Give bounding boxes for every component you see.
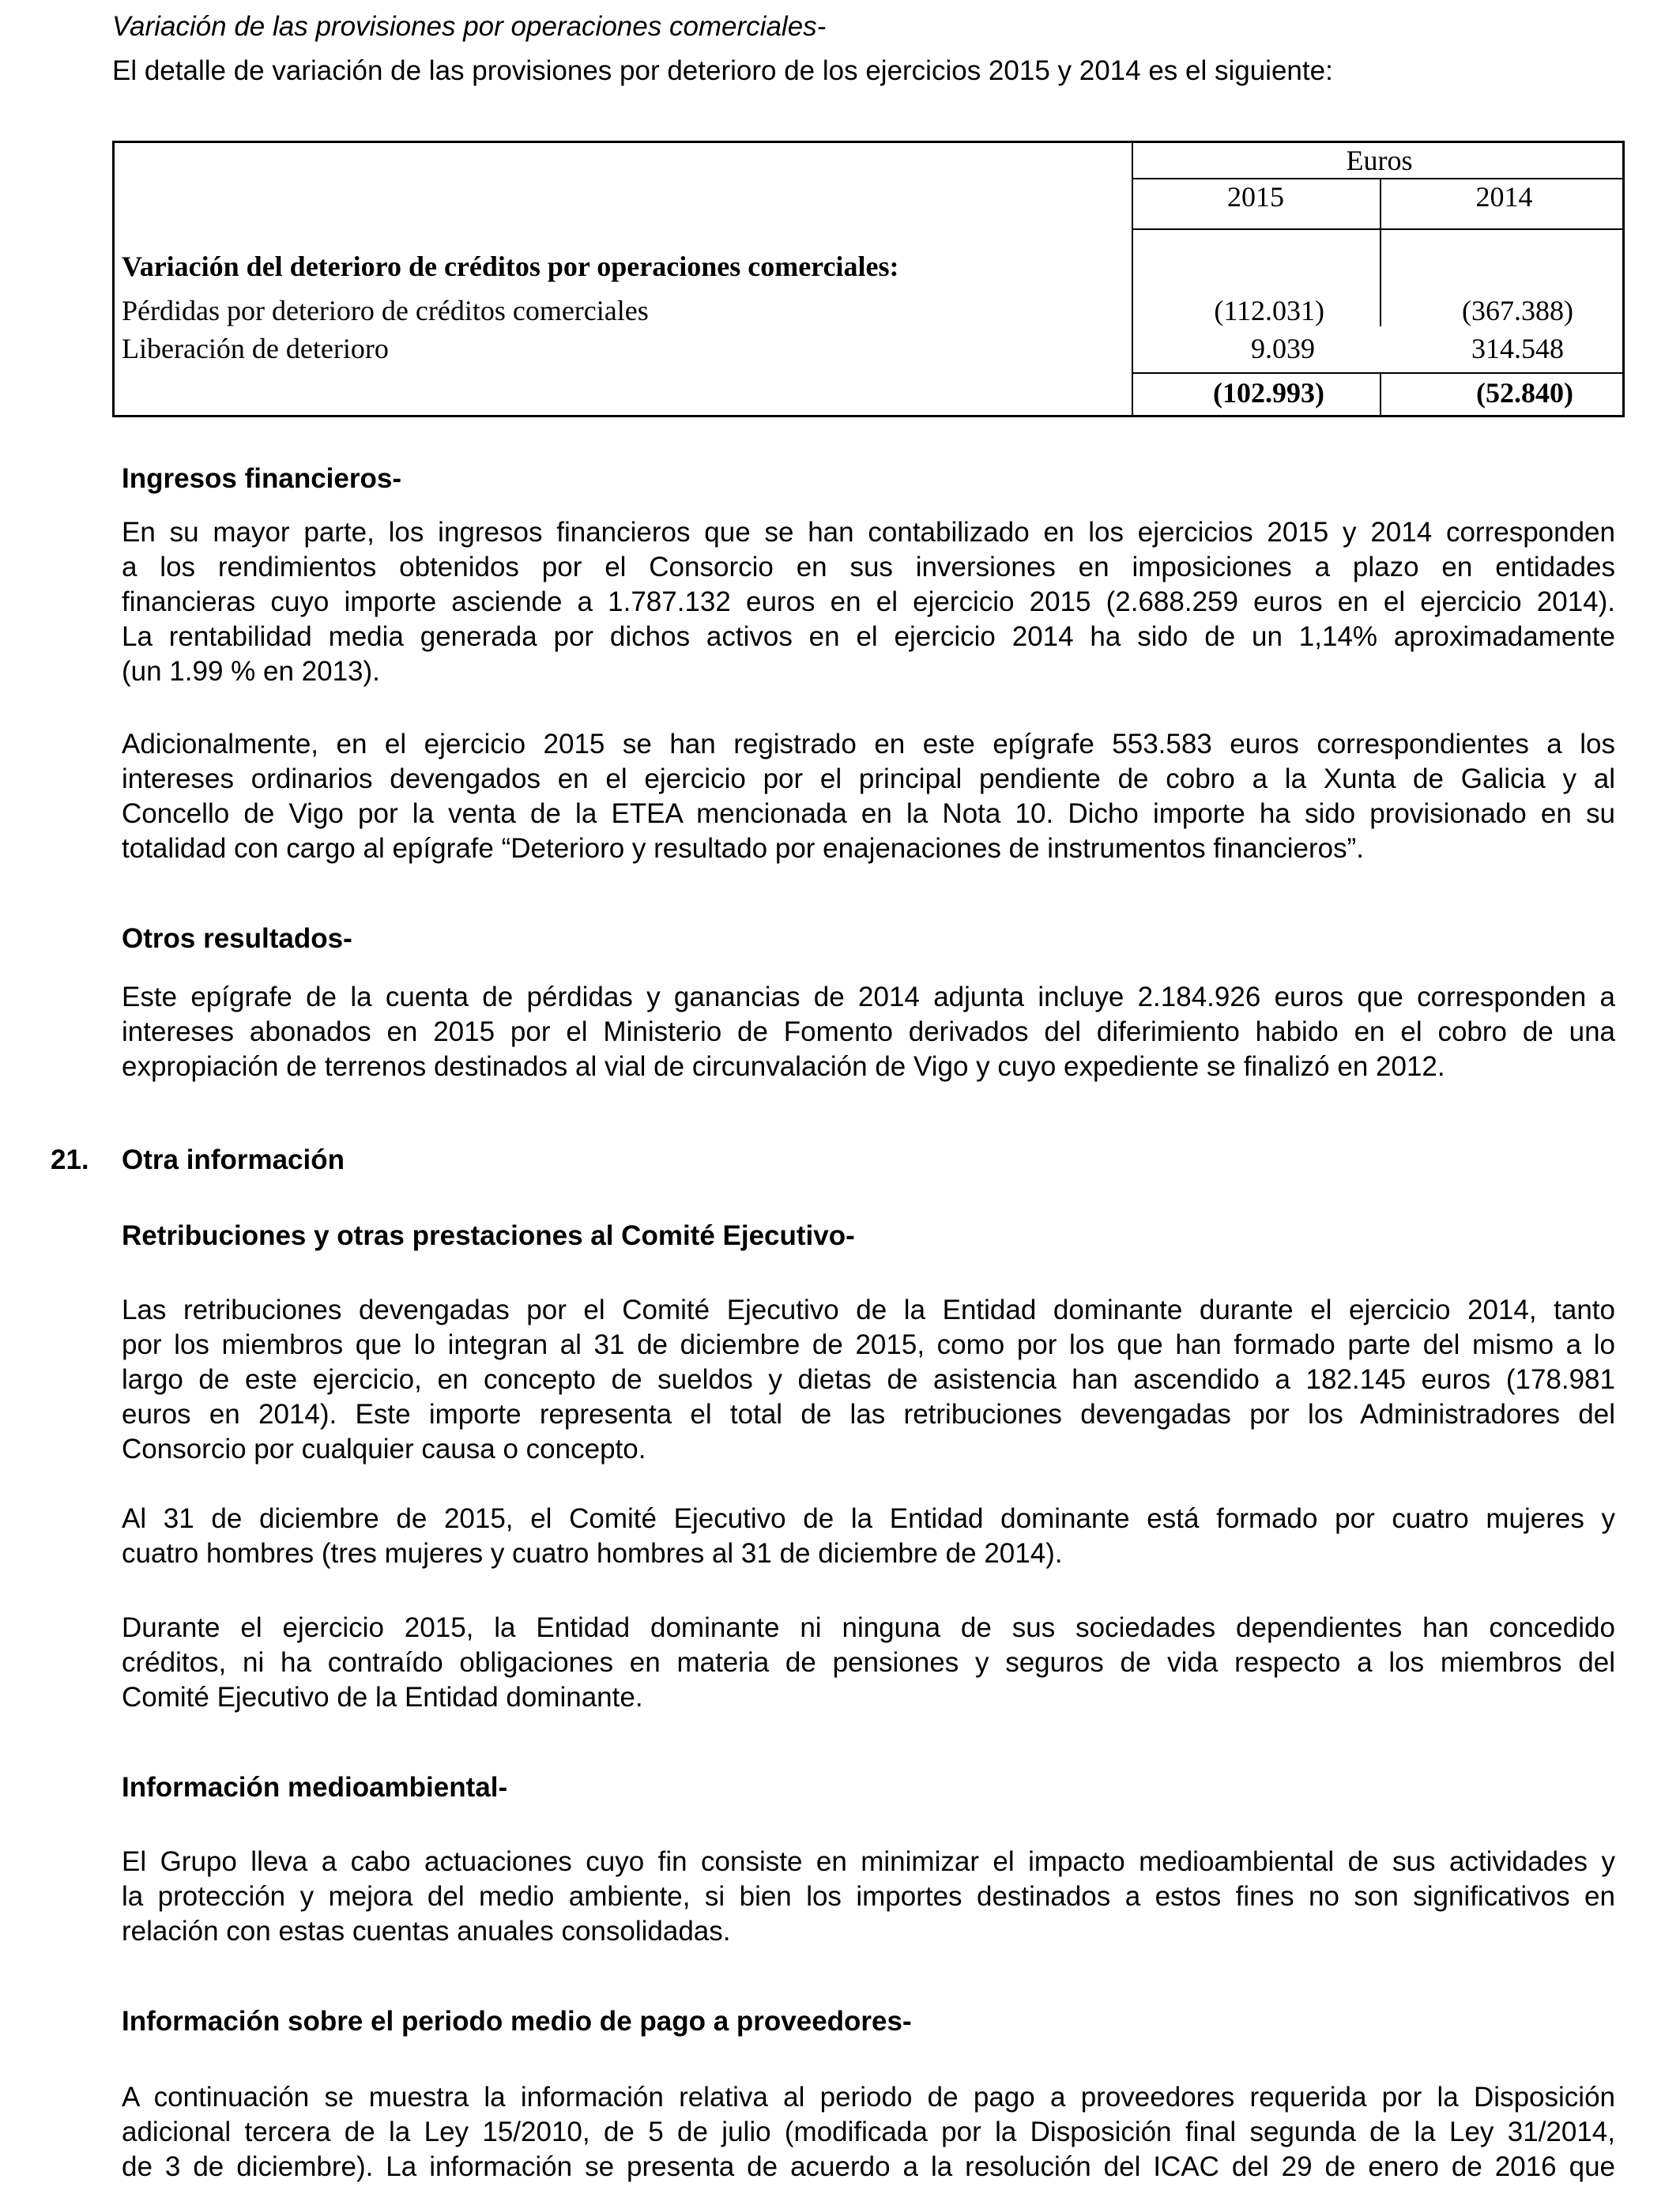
heading-retribuciones: Retribuciones y otras prestaciones al Comité Ejecutivo- — [122, 1220, 855, 1251]
paragraph-line: Adicionalmente, en el ejercicio 2015 se han registrado en este epígrafe 553.583 euros correspondientes a los — [122, 729, 1615, 760]
paragraph-line: (un 1.99 % en 2013). — [122, 656, 380, 687]
paragraph-line: intereses abonados en 2015 por el Ministerio de Fomento derivados del diferimiento habido en el cobro de una — [122, 1016, 1615, 1047]
paragraph-line: a los rendimientos obtenidos por el Consorcio en sus inversiones en imposiciones a plazo en entidades — [122, 552, 1615, 582]
paragraph-line: Este epígrafe de la cuenta de pérdidas y ganancias de 2014 adjunta incluye 2.184.926 euros que corresponden a — [122, 982, 1615, 1012]
paragraph-line: cuatro hombres (tres mujeres y cuatro hombres al 31 de diciembre de 2014). — [122, 1538, 1063, 1569]
heading-variacion-provisiones: Variación de las provisiones por operaciones comerciales- — [112, 11, 827, 42]
paragraph-line: euros en 2014). Este importe representa el total de las retribuciones devengadas por los Administradores del — [122, 1399, 1615, 1430]
heading-periodo-pago: Información sobre el periodo medio de pago a proveedores- — [122, 2006, 912, 2037]
paragraph-otros-1 — [122, 980, 1615, 1084]
table-cell-value: 9.039 — [1251, 333, 1315, 364]
paragraph-line: financieras cuyo importe asciende a 1.787.132 euros en el ejercicio 2015 (2.688.259 euros en el ejercicio 2014). — [122, 586, 1615, 617]
table-total-2014: (52.840) — [1476, 377, 1573, 409]
unit-label: Euros — [1346, 145, 1413, 176]
heading-otros-resultados: Otros resultados- — [122, 923, 352, 954]
column-header-2014: 2014 — [1475, 181, 1533, 213]
table-row-label: Liberación de deterioro — [122, 333, 389, 364]
paragraph-line: adicional tercera de la Ley 15/2010, de 5 de julio (modificada por la Disposición final segunda de la Ley 31/2014, — [122, 2117, 1615, 2147]
paragraph-medioambiental-1 — [122, 1845, 1615, 1949]
paragraph-line: largo de este ejercicio, en concepto de sueldos y dietas de asistencia han ascendido a 182.145 euros (178.981 — [122, 1364, 1615, 1395]
paragraph-line: la protección y mejora del medio ambiente, si bien los importes destinados a estos fines no son significativos en — [122, 1881, 1615, 1912]
paragraph-line: Las retribuciones devengadas por el Comité Ejecutivo de la Entidad dominante durante el ejercicio 2014, tanto — [122, 1295, 1615, 1325]
paragraph-ingresos-1 — [122, 515, 1615, 689]
paragraph-line: relación con estas cuentas anuales consolidadas. — [122, 1916, 731, 1947]
table-cell-value: (367.388) — [1462, 295, 1573, 326]
provisions-table — [112, 141, 1625, 417]
section-number: 21. — [51, 1144, 89, 1175]
paragraph-line: En su mayor parte, los ingresos financieros que se han contabilizado en los ejercicios 2015 y 2014 corresponden — [122, 517, 1615, 548]
paragraph-ingresos-2 — [122, 727, 1615, 866]
intro-text: El detalle de variación de las provisiones por deterioro de los ejercicios 2015 y 2014 es el siguiente: — [112, 55, 1333, 86]
paragraph-line: A continuación se muestra la información relativa al periodo de pago a proveedores requerida por la Disposición — [122, 2082, 1615, 2113]
paragraph-line: Concello de Vigo por la venta de la ETEA mencionada en la Nota 10. Dicho importe ha sido provisionado en su — [122, 798, 1615, 829]
column-header-2015: 2015 — [1227, 181, 1284, 213]
heading-ingresos-financieros: Ingresos financieros- — [122, 463, 401, 494]
paragraph-retribuciones-3 — [122, 1611, 1615, 1715]
paragraph-retribuciones-2 — [122, 1502, 1615, 1571]
table-section-label: Variación del deterioro de créditos por operaciones comerciales: — [122, 251, 899, 282]
paragraph-line: expropiación de terrenos destinados al vial de circunvalación de Vigo y cuyo expediente se finalizó en 2012. — [122, 1051, 1445, 1082]
paragraph-line: créditos, ni ha contraído obligaciones en materia de pensiones y seguros de vida respecto a los miembros del — [122, 1647, 1615, 1678]
paragraph-line: de 3 de diciembre). La información se presenta de acuerdo a la resolución del ICAC del 29 de enero de 2016 que — [122, 2151, 1615, 2182]
paragraph-line: La rentabilidad media generada por dichos activos en el ejercicio 2014 ha sido de un 1,14% aproximadamente — [122, 621, 1615, 652]
table-divider — [1132, 228, 1622, 230]
table-total-2015: (102.993) — [1213, 377, 1324, 409]
paragraph-line: El Grupo lleva a cabo actuaciones cuyo fin consiste en minimizar el impacto medioambiental de sus actividades y — [122, 1846, 1615, 1877]
table-cell-value: 314.548 — [1471, 333, 1564, 364]
paragraph-line: Comité Ejecutivo de la Entidad dominante. — [122, 1682, 643, 1713]
section-title: Otra información — [122, 1144, 345, 1175]
paragraph-pago-1 — [122, 2080, 1615, 2185]
paragraph-line: Consorcio por cualquier causa o concepto. — [122, 1434, 646, 1465]
paragraph-retribuciones-1 — [122, 1293, 1615, 1467]
paragraph-line: intereses ordinarios devengados en el ejercicio por el principal pendiente de cobro a la Xunta de Galicia y al — [122, 763, 1615, 794]
table-divider — [1132, 372, 1622, 374]
paragraph-line: Al 31 de diciembre de 2015, el Comité Ejecutivo de la Entidad dominante está formado por cuatro mujeres y — [122, 1503, 1615, 1534]
table-row-label: Pérdidas por deterioro de créditos comerciales — [122, 295, 649, 326]
table-cell-value: (112.031) — [1214, 295, 1324, 326]
paragraph-line: totalidad con cargo al epígrafe “Deterioro y resultado por enajenaciones de instrumentos financieros”. — [122, 833, 1365, 864]
paragraph-line: por los miembros que lo integran al 31 de diciembre de 2015, como por los que han formado parte del mismo a lo — [122, 1329, 1615, 1360]
paragraph-line: Durante el ejercicio 2015, la Entidad dominante ni ninguna de sus sociedades dependientes han concedido — [122, 1612, 1615, 1643]
heading-medioambiental: Información medioambiental- — [122, 1772, 508, 1803]
